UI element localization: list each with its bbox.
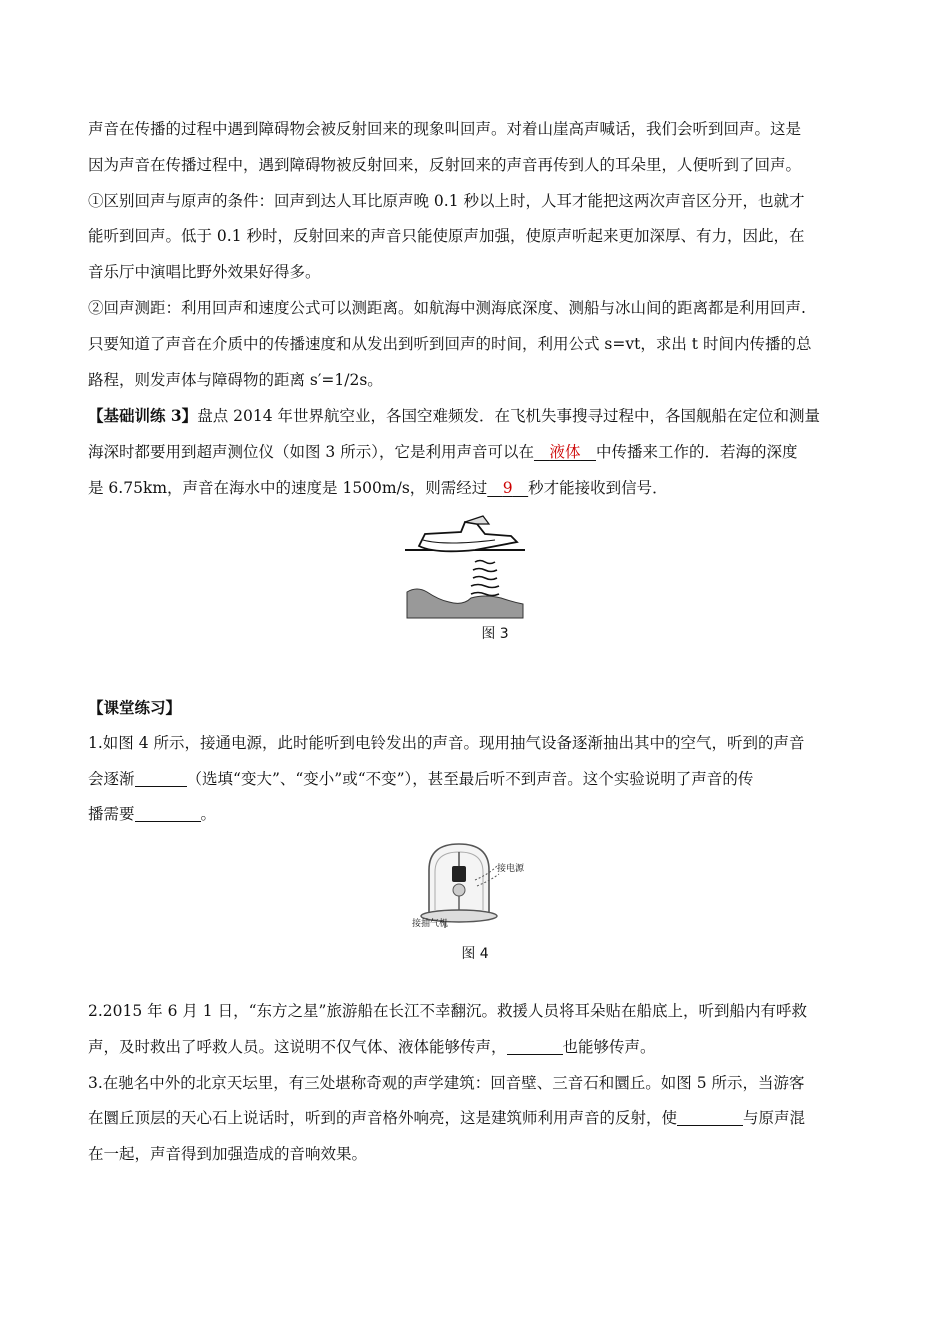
figure-3-sonar-boat [405, 510, 525, 620]
intro-line: ①区别回声与原声的条件：回声到达人耳比原声晚 0.1 秒以上时，人耳才能把这两次声音区分开，也就才 [88, 191, 805, 210]
intro-line: 路程，则发声体与障碍物的距离 s′=1/2s。 [88, 370, 383, 389]
intro-line: 能听到回声。低于 0.1 秒时，反射回来的声音只能使原声加强，使原声听起来更加深厚、有力，因此，在 [88, 227, 805, 246]
answer-blank-2 [487, 479, 528, 497]
q3-blank[interactable] [677, 1110, 743, 1127]
intro-line: 只要知道了声音在介质中的传播速度和从发出到听到回声的时间，利用公式 s=vt，求出 t 时间内传播的总 [88, 334, 812, 353]
q1-line: 会逐渐 （选填“变大”、“变小”或“不变”），甚至最后听不到声音。这个实验说明了声音的传 [88, 769, 754, 788]
q3-line: 在一起，声音得到加强造成的音响效果。 [88, 1145, 368, 1164]
q2-line: 2.2015 年 6 月 1 日，“东方之星”旅游船在长江不幸翻沉。救援人员将耳朵贴在船底上，听到船内有呼救 [88, 1002, 807, 1020]
q3-line: 在圜丘顶层的天心石上说话时，听到的声音格外响亮，这是建筑师利用声音的反射，使 与原声混 [88, 1109, 806, 1128]
q3-line: 3.在驰名中外的北京天坛里，有三处堪称奇观的声学建筑：回音壁、三音石和圜丘。如图 5 所示，当游客 [88, 1073, 805, 1092]
q2-line: 声，及时救出了呼救人员。这说明不仅气体、液体能够传声， 也能够传声。 [88, 1037, 656, 1056]
figure-4-label-power: 接电源 [497, 864, 525, 874]
q1-blank-1[interactable] [135, 770, 187, 787]
figure-4-label-pump: 接抽气机 [412, 919, 449, 929]
practice-heading: 【课堂练习】 [88, 698, 182, 717]
q1-blank-2[interactable] [135, 806, 201, 823]
questions-2-3 [88, 994, 868, 1173]
answer-blank-1 [534, 443, 596, 461]
intro-line: 音乐厅中演唱比野外效果好得多。 [88, 263, 321, 282]
train3-line: 海深时都要用到超声测位仪（如图 3 所示），它是利用声音可以在 液体 中传播来工作的．若海的深度 [88, 443, 798, 462]
q2-blank[interactable] [507, 1038, 563, 1055]
intro-line: 因为声音在传播过程中，遇到障碍物被反射回来，反射回来的声音再传到人的耳朵里，人便听到了回声。 [88, 155, 802, 174]
q1-line: 播需要 。 [88, 805, 217, 824]
answer-2: 9 [502, 478, 513, 497]
practice-section [88, 690, 868, 833]
document-body [88, 112, 868, 507]
figure-4-caption: 图 4 [461, 946, 489, 962]
train3-line: 是 6.75km，声音在海水中的速度是 1500m/s，则需经过 9 秒才能接收到信号． [88, 478, 668, 497]
q1-line: 1.如图 4 所示，接通电源，此时能听到电铃发出的声音。现用抽气设备逐渐抽出其中的空气，听到的声音 [88, 733, 805, 752]
figure-3-caption: 图 3 [481, 626, 509, 642]
train3-tag: 【基础训练 3】 [88, 406, 198, 426]
train3-line: 【基础训练 3】盘点 2014 年世界航空业，各国空难频发．在飞机失事搜寻过程中，各国舰船在定位和测量 [88, 406, 820, 426]
intro-line: 声音在传播的过程中遇到障碍物会被反射回来的现象叫回声。对着山崖高声喊话，我们会听到回声。这是 [88, 120, 802, 138]
answer-1: 液体 [549, 443, 581, 462]
intro-line: ②回声测距：利用回声和速度公式可以测距离。如航海中测海底深度、测船与冰山间的距离都是利用回声. [88, 298, 806, 317]
